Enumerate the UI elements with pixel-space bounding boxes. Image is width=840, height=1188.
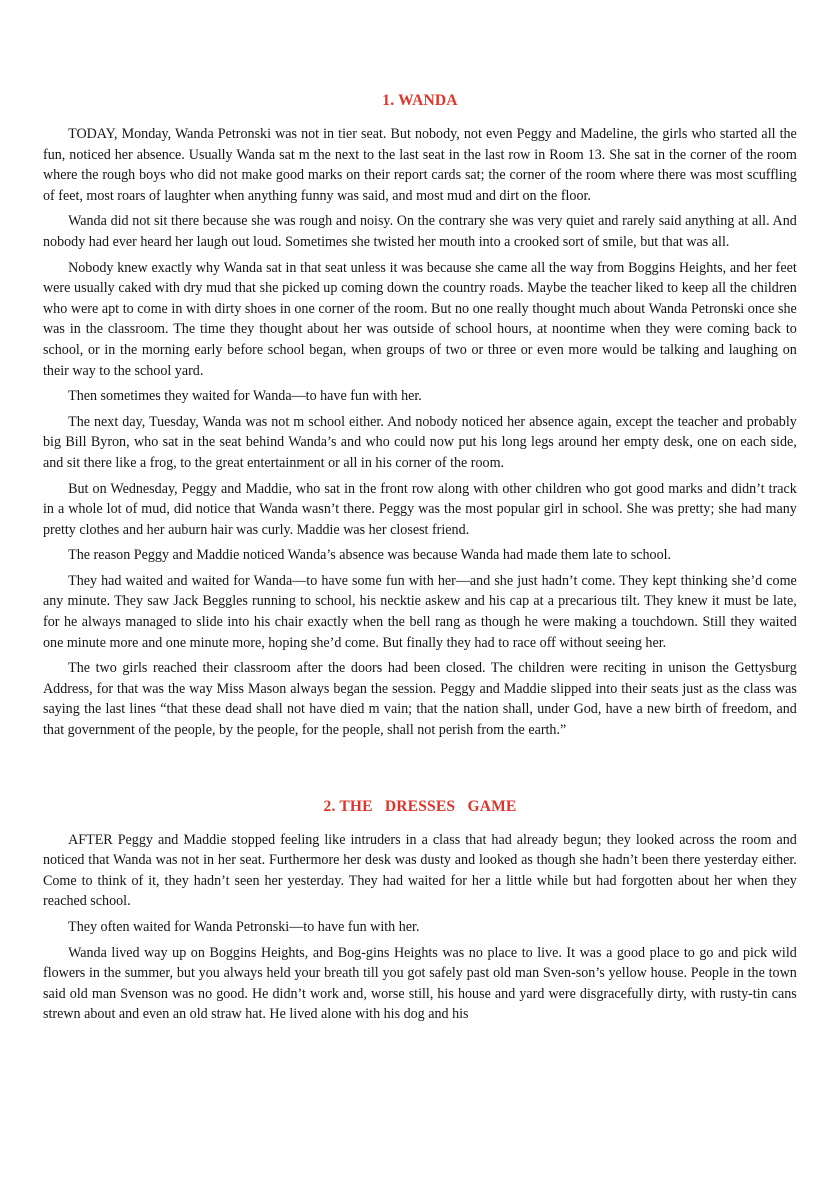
paragraph: The two girls reached their classroom after the doors had been closed. The children were reciting in unison the Gettysburg Address, for that was the way Miss Mason always began the session. Peggy and Maddie slipped into their seats just as the class was saying the last lines “that these dead shall not have died m vain; that the nation shall, under God, have a new birth of freedom, and that government of the people, by the people, for the people, shall not perish from the earth.” (43, 660, 797, 739)
section-divider-space (43, 746, 797, 798)
paragraph: AFTER Peggy and Maddie stopped feeling like intruders in a class that had already begun; they looked across the room and noticed that Wanda was not in her seat. Furthermore her desk was dusty and looked as though she hadn’t been there yesterday either. Come to think of it, they hadn’t seen her yesterday. They had waited for her a little while but had forgotten about her when they reached school. (43, 831, 797, 910)
page-content (43, 92, 797, 1030)
paragraph: Wanda lived way up on Boggins Heights, and Bog-gins Heights was no place to live. It was a good place to go and pick wild flowers in the summer, but you always held your breath till you got safely past old man Sven-son’s yellow house. People in the town said old man Svenson was no good. He didn’t work and, worse still, his house and yard were disgracefully dirty, with rusty-tin cans strewn about and even an old straw hat. He lived alone with his dog and his (43, 944, 797, 1023)
chapter-2-heading: 2. THE DRESSES GAME (323, 797, 517, 815)
paragraph: Wanda did not sit there because she was rough and noisy. On the contrary she was very quiet and rarely said anything at all. And nobody had ever heard her laugh out loud. Sometimes she twisted her mouth into a crooked sort of smile, but that was all. (43, 213, 797, 250)
chapter-1-heading: 1. WANDA (382, 92, 458, 109)
paragraph: They often waited for Wanda Petronski—to have fun with her. (68, 919, 420, 935)
paragraph: But on Wednesday, Peggy and Maddie, who sat in the front row along with other children who got good marks and didn’t track in a whole lot of mud, did notice that Wanda wasn’t there. Peggy was the most popular girl in school. She was pretty; she had many pretty clothes and her auburn hair was curly. Maddie was her closest friend. (43, 480, 797, 538)
paragraph: Then sometimes they waited for Wanda—to have fun with her. (68, 388, 422, 405)
paragraph: The reason Peggy and Maddie noticed Wanda’s absence was because Wanda had made them late to school. (68, 547, 672, 564)
paragraph: They had waited and waited for Wanda—to have some fun with her—and she just hadn’t come. They kept thinking she’d come any minute. They saw Jack Beggles running to school, his necktie askew and his cap at a precarious tilt. They knew it must be late, for he always managed to slide into his chair exactly when the bell rang as though he were making a touchdown. Still they waited one minute more and one minute more, hoping she’d come. But finally they had to race off without seeing her. (43, 572, 797, 651)
paragraph: TODAY, Monday, Wanda Petronski was not in tier seat. But nobody, not even Peggy and Madeline, the girls who started all the fun, noticed her absence. Usually Wanda sat m the next to the last seat in the last row in Room 13. She sat in the corner of the room where the rough boys who did not make good marks on their report cards sat; the corner of the room where there was most scuffling of feet, most roars of laughter when anything funny was said, and most mud and dirt on the floor. (43, 126, 797, 204)
paragraph: The next day, Tuesday, Wanda was not m school either. And nobody noticed her absence again, except the teacher and probably big Bill Byron, who sat in the seat behind Wanda’s and who could now put his long legs around her empty desk, one on each side, and sit there like a frog, to the great entertainment or all in his corner of the room. (43, 413, 797, 471)
paragraph: Nobody knew exactly why Wanda sat in that seat unless it was because she came all the way from Boggins Heights, and her feet were usually caked with dry mud that she picked up coming down the country roads. Maybe the teacher liked to keep all the children who were apt to come in with dirty shoes in one corner of the room. But no one really thought much about Wanda Petronski once she was in the classroom. The time they thought about her was outside of school hours, at noontime when they were coming back to school, or in the morning early before school began, when groups of two or three or even more would be talking and laughing on their way to the school yard. (43, 259, 797, 379)
